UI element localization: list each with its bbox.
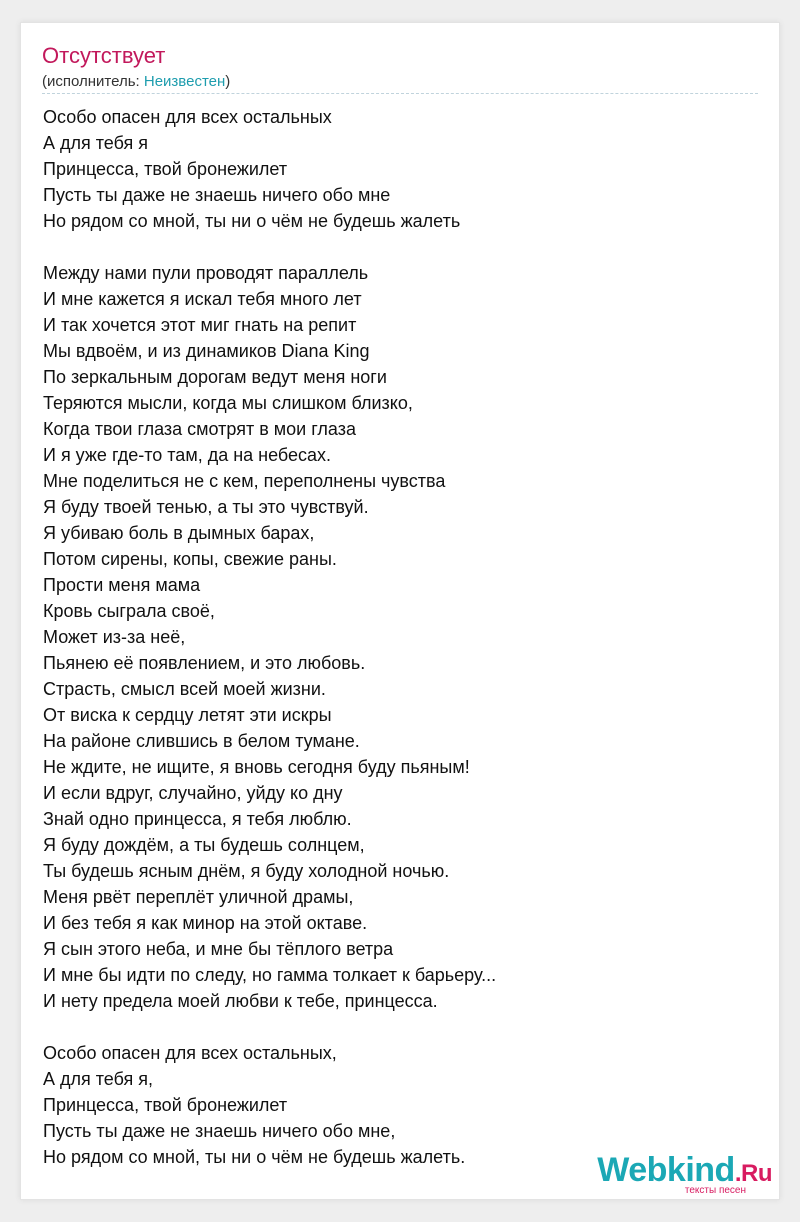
lyric-line: Меня рвёт переплёт уличной драмы, [43, 887, 354, 907]
lyric-line: Я буду твоей тенью, а ты это чувствуй. [43, 497, 369, 517]
site-logo[interactable] [597, 1152, 772, 1196]
lyric-line: И без тебя я как минор на этой октаве. [43, 913, 368, 933]
lyric-line: Принцесса, твой бронежилет [43, 1095, 288, 1115]
song-title: Отсутствует [42, 43, 166, 68]
lyric-line: Между нами пули проводят параллель [43, 263, 369, 283]
lyric-line: Мне поделиться не с кем, переполнены чувства [43, 471, 446, 491]
lyric-line: Знай одно принцесса, я тебя люблю. [43, 809, 352, 829]
logo-tagline: тексты песен [684, 1185, 746, 1196]
byline-suffix: ) [225, 73, 231, 90]
lyrics-stanza [43, 260, 743, 1014]
lyric-line: На районе слившись в белом тумане. [43, 731, 360, 751]
lyric-line: Я буду дождём, а ты будешь солнцем, [43, 835, 365, 855]
lyric-line: Пусть ты даже не знаешь ничего обо мне, [43, 1121, 396, 1141]
artist-link[interactable]: Неизвестен [143, 73, 226, 90]
logo-name: Webkind [597, 1151, 735, 1189]
lyric-line: Я сын этого неба, и мне бы тёплого ветра [43, 939, 394, 959]
lyric-line: Принцесса, твой бронежилет [43, 159, 288, 179]
lyric-line: И я уже где-то там, да на небесах. [43, 445, 332, 465]
byline-prefix: (исполнитель: [42, 73, 144, 90]
lyric-line: Мы вдвоём, и из динамиков Diana King [43, 341, 370, 361]
lyric-line: Теряются мысли, когда мы слишком близко, [43, 393, 413, 413]
lyric-line: Потом сирены, копы, свежие раны. [43, 549, 337, 569]
lyric-line: Я убиваю боль в дымных барах, [43, 523, 315, 543]
lyric-line: И нету предела моей любви к тебе, принцесса. [43, 991, 438, 1011]
lyric-line: И мне бы идти по следу, но гамма толкает к барьеру... [43, 965, 497, 985]
lyric-line: Не ждите, не ищите, я вновь сегодня буду пьяным! [43, 757, 470, 777]
lyric-line: Когда твои глаза смотрят в мои глаза [43, 419, 356, 439]
lyric-line: Кровь сыграла своё, [43, 601, 215, 621]
lyric-line: Страсть, смысл всей моей жизни. [43, 679, 326, 699]
lyric-line: А для тебя я [43, 133, 149, 153]
lyric-line: Может из-за неё, [43, 627, 186, 647]
lyric-line: Особо опасен для всех остальных [43, 107, 332, 127]
lyric-line: Пьянею её появлением, и это любовь. [43, 653, 366, 673]
lyric-line: Но рядом со мной, ты ни о чём не будешь жалеть [43, 211, 461, 231]
logo-domain: .Ru [734, 1160, 772, 1187]
lyric-line: Но рядом со мной, ты ни о чём не будешь жалеть. [43, 1147, 466, 1167]
lyric-line: Прости меня мама [43, 575, 201, 595]
lyric-line: И так хочется этот миг гнать на репит [43, 315, 357, 335]
lyric-line: И если вдруг, случайно, уйду ко дну [43, 783, 343, 803]
lyrics-body [43, 104, 743, 1196]
lyric-line: Особо опасен для всех остальных, [43, 1043, 337, 1063]
lyric-line: И мне кажется я искал тебя много лет [43, 289, 362, 309]
lyric-line: А для тебя я, [43, 1069, 154, 1089]
lyrics-stanza [43, 104, 743, 234]
artist-byline [42, 73, 230, 91]
lyric-line: По зеркальным дорогам ведут меня ноги [43, 367, 387, 387]
lyric-line: От виска к сердцу летят эти искры [43, 705, 332, 725]
title-divider [42, 93, 758, 94]
lyric-line: Пусть ты даже не знаешь ничего обо мне [43, 185, 391, 205]
lyric-line: Ты будешь ясным днём, я буду холодной ночью. [43, 861, 450, 881]
